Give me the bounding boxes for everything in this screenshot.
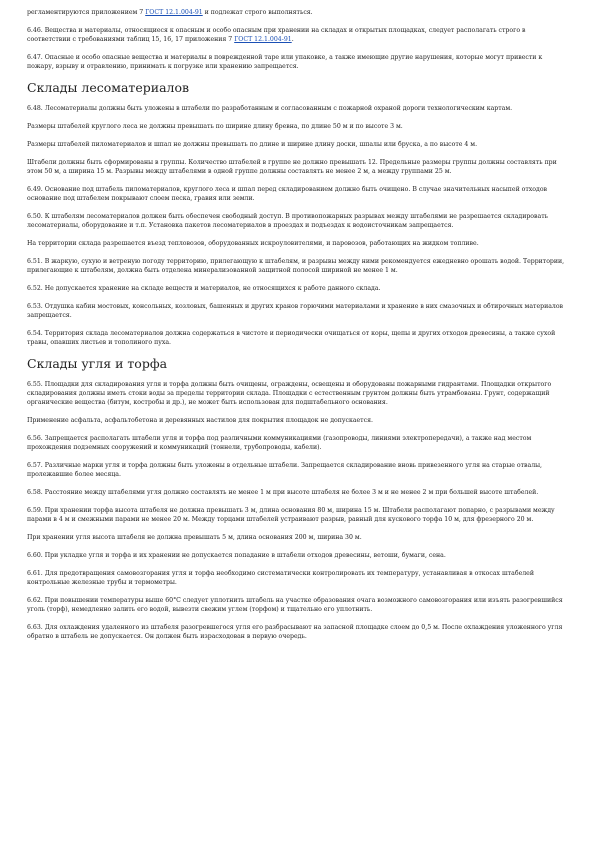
paragraph-locomotives: На территории склада разрешается въезд тепловозов, оборудованных искроуловителями, и паровозов, работающих на жидком топливе.: [27, 240, 479, 247]
paragraph-6-54: 6.54. Территория склада лесоматериалов должна содержаться в чистоте и периодически очищаться от коры, щепы и других отходов древесины, а также сухой травы, опавших листьев и тополиного пуха.: [27, 330, 556, 346]
paragraph-6-57: 6.57. Различные марки угля и торфа должны быть уложены в отдельные штабели. Запрещается складирование вновь привезенного угля на старые отвалы, пролежавшие более месяца.: [27, 462, 543, 478]
paragraph-sawn-timber: Размеры штабелей пиломатериалов и шпал не должны превышать по длине и ширине длину доски, шпалы или бруска, а по высоте 4 м.: [27, 141, 478, 148]
gost-link[interactable]: ГОСТ 12.1.004-91: [234, 36, 292, 43]
text: 6.46. Вещества и материалы, относящиеся к опасным и особо опасным при хранении на складах и открытых площадках, следует располагать строго в соответствии с требованиями таблиц 15, 16, 17 приложения 7: [27, 27, 526, 43]
paragraph-6-56: 6.56. Запрещается располагать штабели угля и торфа под различными коммуникациями (газопроводы, линиями электропередачи), а также над местом прохождения подземных сооружений и коммуникаций (тоннели, трубопроводы, кабели).: [27, 435, 532, 451]
section-heading-lumber: Склады лесоматериалов: [27, 80, 190, 95]
paragraph-stack-groups: Штабели должны быть сформированы в группы. Количество штабелей в группе не должно превышать 12. Предельные размеры группы должны составлять при этом 50 м, а ширина 15 м. Разрывы между штабелями в одной группе должны составлять не менее 2 м, а между группами 25 м.: [27, 159, 557, 175]
paragraph-6-61: 6.61. Для предотвращения самовозгорания угля и торфа необходимо систематически контролировать их температуру, устанавливая в откосах штабелей контрольные железные трубы и термометры.: [27, 570, 534, 586]
paragraph-6-62: 6.62. При повышении температуры выше 60°С следует уплотнить штабель на участке образования очага возможного самовозгорания или изъять разогревшийся уголь (торф), немедленно залить его водой, вывезти свежим углем (торфом) и тщательно его уплотнить.: [27, 597, 563, 613]
text: регламентируются приложением 7: [27, 9, 146, 16]
paragraph-6-51: 6.51. В жаркую, сухую и ветреную погоду территорию, прилегающую к штабелям, и разрывы между ними рекомендуется ежедневно орошать водой. Территории, прилегающие к штабелям, должна быть отделена минерализованной защитной полосой шириной не менее 1 м.: [27, 258, 565, 274]
paragraph-6-63: 6.63. Для охлаждения удаленного из штабеля разогревшегося угля его разбрасывают на запасной площадке слоем до 0,5 м. После охлаждения уложенного угля обратно в штабель не допускается. Он должен быть израсходован в первую очередь.: [27, 624, 563, 640]
paragraph-6-59: 6.59. При хранении торфа высота штабеля не должна превышать 3 м, длина основания 80 м, ширина 15 м. Штабели располагают попарно, с разрывами между парами в 4 м и смежными парами не менее 20 м. Между торцами штабелей устраивают разрыв, равный для кускового торфа 10 м, для фрезерного 20 м.: [27, 507, 555, 523]
paragraph-6-52: 6.52. Не допускается хранение на складе веществ и материалов, не относящихся к работе данного склада.: [27, 285, 381, 292]
paragraph-6-46: [27, 26, 569, 44]
paragraph-6-49: 6.49. Основание под штабель пиломатериалов, круглого леса и шпал перед складированием должно быть очищено. В случае значительных насыпей отходов основание под штабелем покрывают слоем песка, гравия или земли.: [27, 186, 548, 202]
gost-link[interactable]: ГОСТ 12.1.004-91: [145, 9, 203, 16]
paragraph-6-58: 6.58. Расстояние между штабелями угля должно составлять не менее 1 м при высоте штабеля не более 3 м и не менее 2 м при большей высоте штабелей.: [27, 489, 539, 496]
paragraph-6-47: 6.47. Опасные и особо опасные вещества и материалы в поврежденной таре или упаковке, а также имеющие другие нарушения, которые могут привести к пожару, взрыву и отравлению, принимать к погрузке или хранению запрещается.: [27, 54, 543, 70]
paragraph-6-53: 6.53. Отдушка кабин мостовых, консольных, козловых, башенных и других кранов горючими материалами и хранение в них смазочных и обтирочных материалов запрещается.: [27, 303, 564, 319]
paragraph-round-timber: Размеры штабелей круглого леса не должны превышать по ширине длину бревна, по длине 50 м и по высоте 3 м.: [27, 123, 403, 130]
paragraph-6-50: 6.50. К штабелям лесоматериалов должен быть обеспечен свободный доступ. В противопожарных разрывах между штабелями не разрешается складировать лесоматериалы, оборудование и т.п. Установка пакетов лесоматериалов в проездах и подъездах к водоисточникам запрещается.: [27, 213, 548, 229]
document-page: [27, 8, 569, 650]
paragraph-6-48: 6.48. Лесоматериалы должны быть уложены в штабели по разработанным и согласованным с пожарной охраной дороги технологическим картам.: [27, 105, 513, 112]
paragraph-6-45-tail: [27, 8, 569, 17]
section-heading-coal-peat: Склады угля и торфа: [27, 356, 168, 371]
paragraph-coal-height: При хранении угля высота штабеля не должна превышать 5 м, длина основания 200 м, ширина 30 м.: [27, 534, 362, 541]
paragraph-6-60: 6.60. При укладке угля и торфа и их хранении не допускается попадание в штабели отходов древесины, ветоши, бумаги, сена.: [27, 552, 446, 559]
paragraph-asphalt: Применение асфальта, асфальтобетона и деревянных настилов для покрытия площадок не допускается.: [27, 417, 373, 424]
text: .: [291, 36, 294, 43]
text: и подлежат строго выполняться.: [202, 9, 313, 16]
paragraph-6-55: 6.55. Площадки для складирования угля и торфа должны быть очищены, ограждены, освещены и оборудованы пожарными гидрантами. Площадки открытого складирования должны иметь стоки воды за пределы территории склада. Площадки с естественным грунтом должны быть утрамбованы. Грунт, содержащий органические вещества (битум, костробы и др.), не может быть использован для подштабельного основания.: [27, 381, 552, 406]
